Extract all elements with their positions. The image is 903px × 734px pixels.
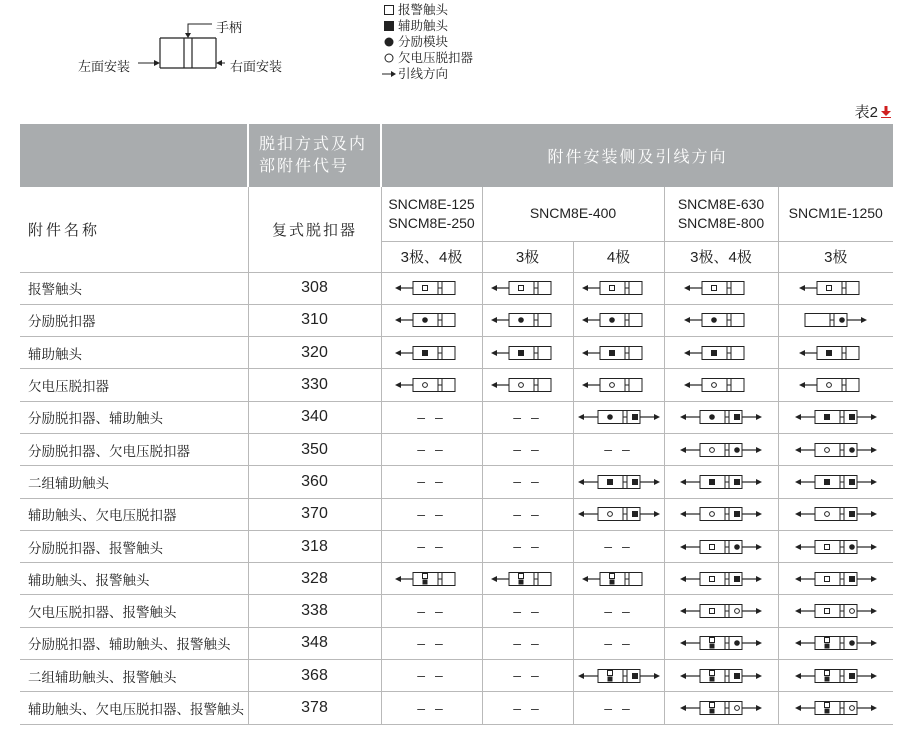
filled-circle-icon — [380, 37, 398, 47]
filled-square-icon — [824, 479, 830, 485]
accessory-code: 348 — [248, 627, 381, 659]
wiring-cell — [778, 627, 893, 659]
wiring-symbol-icon — [574, 570, 664, 588]
accessory-code: 378 — [248, 692, 381, 724]
wiring-cell — [778, 337, 893, 369]
wiring-cell — [381, 498, 482, 530]
wiring-cell — [778, 433, 893, 465]
filled-square-icon — [632, 479, 638, 485]
filled-square-icon — [632, 414, 638, 420]
table-row — [20, 498, 893, 530]
filled-circle-icon — [734, 641, 740, 647]
wiring-symbol-icon — [387, 344, 477, 362]
wiring-cell — [482, 660, 573, 692]
wiring-symbol-icon — [676, 505, 766, 523]
wiring-cell — [778, 498, 893, 530]
accessory-code: 340 — [248, 401, 381, 433]
accessory-name: 辅助触头、欠电压脱扣器 — [20, 498, 248, 530]
wiring-symbol-icon — [791, 538, 881, 556]
accessory-name: 分励脱扣器、辅助触头、报警触头 — [20, 627, 248, 659]
table-row — [20, 304, 893, 336]
poles-cell: 3极 — [778, 241, 893, 272]
filled-square-icon — [607, 676, 612, 681]
wiring-symbol-icon — [791, 634, 881, 652]
not-available-dash: – – — [513, 699, 542, 716]
filled-square-icon — [849, 479, 855, 485]
filled-circle-icon — [518, 318, 524, 324]
wiring-cell — [381, 466, 482, 498]
wiring-cell — [381, 563, 482, 595]
table-number — [855, 101, 891, 122]
wiring-cell — [573, 692, 664, 724]
not-available-dash: – – — [513, 538, 542, 555]
filled-circle-icon — [734, 447, 740, 453]
table-row — [20, 563, 893, 595]
wiring-cell — [573, 401, 664, 433]
poles-cell: 3极、4极 — [664, 241, 778, 272]
filled-circle-icon — [422, 318, 428, 324]
table-row — [20, 401, 893, 433]
filled-square-icon — [734, 673, 740, 679]
wiring-symbol-icon — [574, 279, 664, 297]
wiring-cell — [573, 337, 664, 369]
not-available-dash: – – — [513, 667, 542, 684]
wiring-cell — [482, 401, 573, 433]
accessory-name: 辅助触头、报警触头 — [20, 563, 248, 595]
wiring-cell — [573, 627, 664, 659]
filled-circle-icon — [839, 318, 845, 324]
wiring-cell — [482, 498, 573, 530]
wiring-cell — [381, 369, 482, 401]
not-available-dash: – – — [604, 602, 633, 619]
not-available-dash: – – — [417, 505, 446, 522]
wiring-symbol-icon — [574, 344, 664, 362]
wiring-cell — [573, 466, 664, 498]
col-name-header: 附件名称 — [20, 187, 248, 272]
wiring-cell — [573, 272, 664, 304]
filled-square-icon — [826, 350, 832, 356]
model-cell — [778, 187, 893, 241]
model-cell — [482, 187, 664, 241]
filled-square-icon — [380, 21, 398, 31]
wiring-cell — [482, 433, 573, 465]
filled-square-icon — [709, 479, 715, 485]
not-available-dash: – – — [417, 602, 446, 619]
header-blank — [20, 124, 248, 187]
not-available-dash: – – — [513, 408, 542, 425]
wiring-symbol-icon — [791, 473, 881, 491]
table-row — [20, 595, 893, 627]
not-available-dash: – – — [417, 441, 446, 458]
wiring-cell — [381, 433, 482, 465]
table-row — [20, 433, 893, 465]
legend-item — [380, 66, 473, 82]
not-available-dash: – – — [417, 634, 446, 651]
wiring-cell — [778, 369, 893, 401]
wiring-symbol-icon — [676, 570, 766, 588]
wiring-cell — [664, 304, 778, 336]
wiring-symbol-icon — [676, 473, 766, 491]
table-row — [20, 337, 893, 369]
poles-cell: 3极、4极 — [381, 241, 482, 272]
wiring-cell — [778, 401, 893, 433]
wiring-cell — [573, 530, 664, 562]
wiring-cell — [664, 692, 778, 724]
not-available-dash: – – — [604, 634, 633, 651]
wiring-cell — [482, 337, 573, 369]
wiring-symbol-icon — [387, 570, 477, 588]
wiring-symbol-icon — [791, 602, 881, 620]
table-row — [20, 272, 893, 304]
wiring-symbol-icon — [574, 376, 664, 394]
wiring-cell — [381, 627, 482, 659]
wiring-symbol-icon — [676, 408, 766, 426]
legend-item — [380, 50, 473, 66]
wiring-cell — [778, 692, 893, 724]
wiring-symbol-icon — [791, 441, 881, 459]
wiring-cell — [778, 660, 893, 692]
accessory-code: 310 — [248, 304, 381, 336]
wiring-symbol-icon — [483, 279, 573, 297]
wiring-cell — [482, 272, 573, 304]
wiring-cell — [778, 304, 893, 336]
wiring-symbol-icon — [483, 376, 573, 394]
wiring-cell — [778, 563, 893, 595]
wiring-cell — [381, 401, 482, 433]
wiring-cell — [778, 466, 893, 498]
wiring-symbol-icon — [574, 667, 664, 685]
left-install-label: 左面安装 — [78, 59, 131, 74]
filled-square-icon — [710, 644, 715, 649]
wiring-symbol-icon — [387, 376, 477, 394]
wiring-cell — [664, 401, 778, 433]
wiring-cell — [664, 660, 778, 692]
filled-square-icon — [824, 676, 829, 681]
wiring-cell — [482, 466, 573, 498]
accessory-code: 328 — [248, 563, 381, 595]
wiring-cell — [482, 563, 573, 595]
wiring-symbol-icon — [483, 344, 573, 362]
filled-square-icon — [849, 673, 855, 679]
wiring-cell — [381, 530, 482, 562]
accessory-name: 二组辅助触头、报警触头 — [20, 660, 248, 692]
not-available-dash: – – — [417, 473, 446, 490]
wiring-symbol-icon — [676, 602, 766, 620]
wiring-cell — [381, 337, 482, 369]
legend-item — [380, 2, 473, 18]
filled-square-icon — [609, 579, 614, 584]
model-cell — [664, 187, 778, 241]
wiring-symbol-icon — [791, 408, 881, 426]
wiring-cell — [664, 337, 778, 369]
wiring-cell — [573, 563, 664, 595]
wiring-cell — [664, 466, 778, 498]
wiring-symbol-icon — [676, 279, 766, 297]
wiring-cell — [664, 498, 778, 530]
filled-square-icon — [710, 709, 715, 714]
wiring-cell — [664, 272, 778, 304]
filled-square-icon — [824, 644, 829, 649]
not-available-dash: – – — [513, 634, 542, 651]
wiring-cell — [573, 433, 664, 465]
model-label: SNCM8E-400 — [529, 205, 617, 222]
wiring-symbol-icon — [791, 505, 881, 523]
accessory-name: 报警触头 — [20, 272, 248, 304]
accessory-name: 分励脱扣器、欠电压脱扣器 — [20, 433, 248, 465]
filled-square-icon — [734, 479, 740, 485]
filled-circle-icon — [849, 544, 855, 550]
not-available-dash: – – — [417, 538, 446, 555]
model-label: SNCM8E-630 — [677, 195, 765, 212]
wiring-symbol-icon — [676, 344, 766, 362]
not-available-dash: – – — [417, 667, 446, 684]
table-header-row — [20, 124, 893, 187]
wiring-cell — [381, 272, 482, 304]
filled-square-icon — [518, 579, 523, 584]
wiring-symbol-icon — [483, 311, 573, 329]
not-available-dash: – – — [513, 602, 542, 619]
table-row — [20, 466, 893, 498]
model-label: SNCM8E-125 — [388, 195, 475, 212]
accessory-code: 308 — [248, 272, 381, 304]
filled-square-icon — [849, 576, 855, 582]
wiring-cell — [664, 563, 778, 595]
wiring-symbol-icon — [574, 408, 664, 426]
wiring-symbol-icon — [791, 376, 881, 394]
wiring-symbol-icon — [676, 699, 766, 717]
filled-circle-icon — [711, 318, 717, 324]
right-install-label: 右面安装 — [230, 59, 283, 74]
model-label: SNCM8E-800 — [677, 214, 765, 231]
filled-square-icon — [849, 511, 855, 517]
filled-square-icon — [734, 511, 740, 517]
hollow-circle-icon — [380, 53, 398, 63]
accessory-name: 欠电压脱扣器、报警触头 — [20, 595, 248, 627]
poles-cell: 3极 — [482, 241, 573, 272]
filled-square-icon — [710, 676, 715, 681]
symbol-legend — [380, 2, 473, 82]
not-available-dash: – – — [513, 505, 542, 522]
wiring-cell — [664, 530, 778, 562]
not-available-dash: – – — [604, 699, 633, 716]
accessory-code: 350 — [248, 433, 381, 465]
accessory-name: 分励脱扣器、辅助触头 — [20, 401, 248, 433]
wiring-symbol-icon — [676, 538, 766, 556]
breaker-outline-icon — [130, 16, 225, 76]
header-code: 脱扣方式及内部附件代号 — [248, 124, 381, 187]
legend-label: 辅助触头 — [398, 19, 449, 33]
wiring-symbol-icon — [574, 505, 664, 523]
wiring-symbol-icon — [574, 311, 664, 329]
wiring-cell — [381, 304, 482, 336]
wiring-cell — [573, 660, 664, 692]
legend-label: 引线方向 — [398, 67, 449, 81]
filled-square-icon — [632, 673, 638, 679]
wiring-cell — [482, 530, 573, 562]
not-available-dash: – – — [604, 538, 633, 555]
model-cell — [381, 187, 482, 241]
filled-circle-icon — [849, 447, 855, 453]
accessory-code: 320 — [248, 337, 381, 369]
legend-label: 报警触头 — [398, 3, 449, 17]
table-row — [20, 530, 893, 562]
wiring-cell — [778, 595, 893, 627]
wiring-cell — [664, 595, 778, 627]
filled-square-icon — [422, 350, 428, 356]
wiring-symbol-icon — [483, 570, 573, 588]
handle-label: 手柄 — [216, 20, 243, 35]
wiring-symbol-icon — [676, 441, 766, 459]
table-row — [20, 660, 893, 692]
not-available-dash: – – — [604, 441, 633, 458]
wiring-cell — [573, 304, 664, 336]
accessory-name: 辅助触头、欠电压脱扣器、报警触头 — [20, 692, 248, 724]
accessory-code: 318 — [248, 530, 381, 562]
wiring-cell — [381, 692, 482, 724]
accessory-table — [20, 124, 893, 725]
wiring-cell — [778, 530, 893, 562]
filled-square-icon — [734, 414, 740, 420]
filled-circle-icon — [849, 641, 855, 647]
filled-circle-icon — [607, 415, 613, 421]
arrow-right-icon — [380, 70, 398, 78]
filled-square-icon — [607, 479, 613, 485]
filled-circle-icon — [734, 544, 740, 550]
filled-square-icon — [518, 350, 524, 356]
accessory-code: 330 — [248, 369, 381, 401]
table-row — [20, 369, 893, 401]
table-row — [20, 692, 893, 724]
not-available-dash: – – — [417, 408, 446, 425]
model-label: SNCM8E-250 — [388, 214, 475, 231]
filled-square-icon — [824, 709, 829, 714]
accessory-code: 370 — [248, 498, 381, 530]
accessory-name: 欠电压脱扣器 — [20, 369, 248, 401]
filled-square-icon — [711, 350, 717, 356]
wiring-cell — [778, 272, 893, 304]
not-available-dash: – – — [417, 699, 446, 716]
legend-label: 欠电压脱扣器 — [398, 51, 474, 65]
accessory-name: 辅助触头 — [20, 337, 248, 369]
wiring-cell — [381, 595, 482, 627]
wiring-cell — [381, 660, 482, 692]
model-row — [20, 187, 893, 241]
download-arrow-icon — [881, 106, 891, 118]
wiring-cell — [664, 369, 778, 401]
wiring-cell — [482, 304, 573, 336]
header-side: 附件安装侧及引线方向 — [381, 124, 893, 187]
wiring-cell — [482, 595, 573, 627]
wiring-cell — [664, 433, 778, 465]
accessory-name: 分励脱扣器 — [20, 304, 248, 336]
legend-item — [380, 34, 473, 50]
wiring-symbol-icon — [791, 570, 881, 588]
poles-cell: 4极 — [573, 241, 664, 272]
filled-square-icon — [632, 511, 638, 517]
wiring-symbol-icon — [676, 634, 766, 652]
filled-square-icon — [849, 414, 855, 420]
wiring-cell — [482, 692, 573, 724]
wiring-symbol-icon — [791, 279, 881, 297]
table-row — [20, 627, 893, 659]
col-code-sub: 复式脱扣器 — [248, 187, 381, 272]
accessory-code: 338 — [248, 595, 381, 627]
table-number-label: 表2 — [854, 104, 878, 121]
wiring-cell — [482, 369, 573, 401]
wiring-symbol-icon — [387, 311, 477, 329]
wiring-symbol-icon — [791, 311, 881, 329]
accessory-code: 368 — [248, 660, 381, 692]
wiring-cell — [573, 498, 664, 530]
wiring-cell — [482, 627, 573, 659]
wiring-symbol-icon — [387, 279, 477, 297]
not-available-dash: – – — [513, 441, 542, 458]
filled-square-icon — [734, 576, 740, 582]
legend-label: 分励模块 — [398, 35, 449, 49]
wiring-symbol-icon — [574, 473, 664, 491]
model-label: SNCM1E-1250 — [788, 205, 883, 222]
filled-square-icon — [824, 414, 830, 420]
wiring-symbol-icon — [676, 667, 766, 685]
filled-circle-icon — [609, 318, 615, 324]
filled-square-icon — [422, 579, 427, 584]
not-available-dash: – – — [513, 473, 542, 490]
wiring-symbol-icon — [791, 344, 881, 362]
wiring-cell — [664, 627, 778, 659]
wiring-symbol-icon — [676, 311, 766, 329]
accessory-name: 二组辅助触头 — [20, 466, 248, 498]
wiring-symbol-icon — [676, 376, 766, 394]
accessory-code: 360 — [248, 466, 381, 498]
hollow-square-icon — [380, 5, 398, 15]
filled-circle-icon — [709, 415, 715, 421]
wiring-cell — [573, 595, 664, 627]
wiring-cell — [573, 369, 664, 401]
wiring-symbol-icon — [791, 667, 881, 685]
accessory-name: 分励脱扣器、报警触头 — [20, 530, 248, 562]
wiring-symbol-icon — [791, 699, 881, 717]
legend-item — [380, 18, 473, 34]
filled-square-icon — [609, 350, 615, 356]
